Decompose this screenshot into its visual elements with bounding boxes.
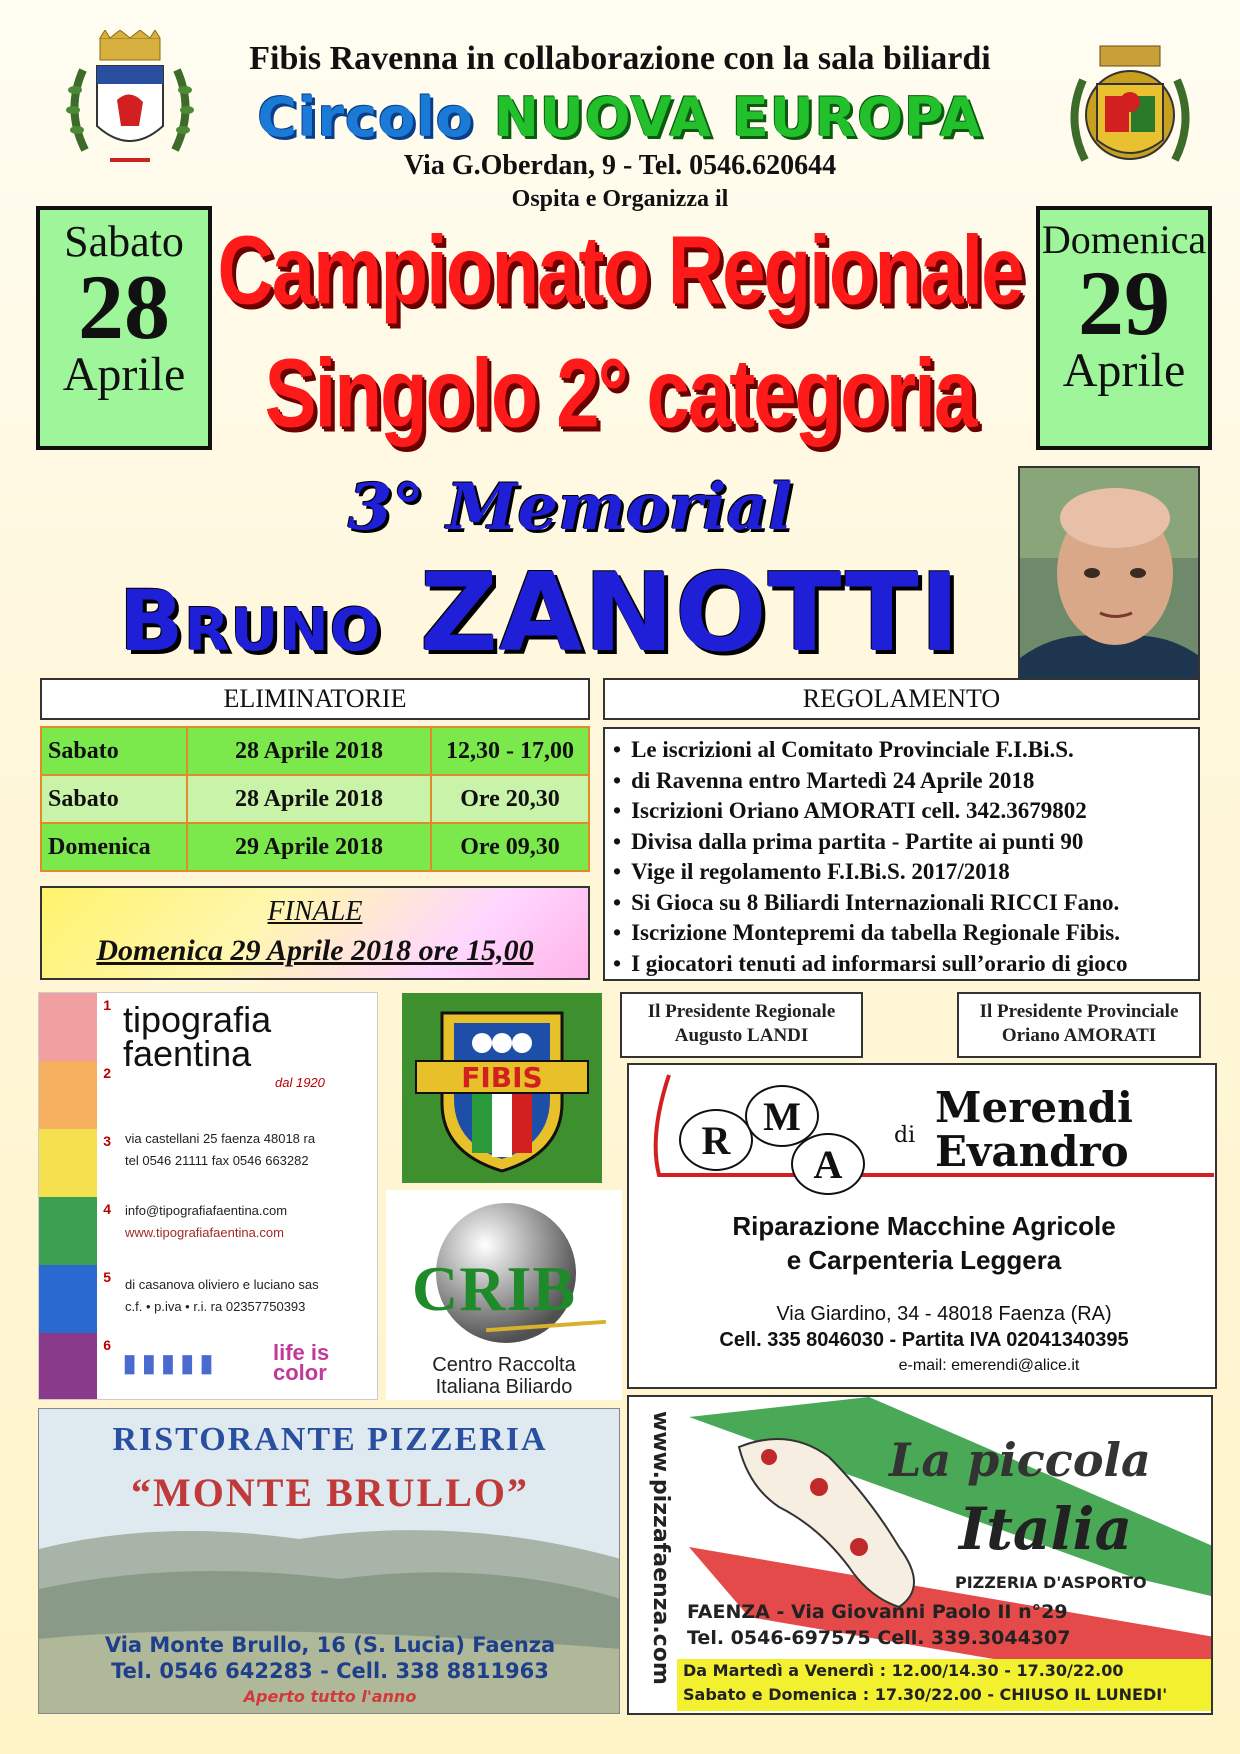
date-number: 28 <box>78 256 170 358</box>
table-row <box>41 775 589 823</box>
sponsor-piccola-italia <box>627 1395 1213 1715</box>
rma-di: di <box>894 1123 916 1148</box>
list-item: • Iscrizione Montepremi da tabella Regionale Fibis. <box>613 918 1190 949</box>
tipografia-fiscal: c.f. • p.iva • r.i. ra 02357750393 <box>125 1299 306 1314</box>
finale-title: FINALE <box>267 896 363 927</box>
monte-line1: RISTORANTE PIZZERIA <box>112 1421 548 1458</box>
regional-president-title: Il Presidente Regionale <box>647 1001 836 1022</box>
regolamento-list <box>613 735 1190 979</box>
tipografia-since: dal 1920 <box>275 1075 325 1090</box>
provincial-president-title: Il Presidente Provinciale <box>979 1001 1179 1022</box>
tipografia-email: info@tipografiafaentina.com <box>125 1203 288 1218</box>
monte-address: Via Monte Brullo, 16 (S. Lucia) Faenza <box>104 1633 556 1657</box>
rma-service2: e Carpenteria Leggera <box>786 1245 1062 1275</box>
memorial-last-name: ZANOTTI <box>419 551 961 676</box>
crib-line2: Italiana Biliardo <box>435 1376 573 1398</box>
crib-word: CRIB <box>412 1253 577 1324</box>
piccola-hours2: Sabato e Domenica : 17.30/22.00 - CHIUSO IL LUNEDI' <box>683 1685 1168 1704</box>
memorial-name <box>70 551 1010 676</box>
date-number: 29 <box>1078 252 1170 354</box>
color-strip <box>39 993 111 1400</box>
strip-number: 2 <box>103 1065 111 1081</box>
tipografia-address: via castellani 25 faenza 48018 ra <box>125 1131 316 1146</box>
tipografia-brand-line1: tipografia <box>123 999 272 1040</box>
piccola-tag: PIZZERIA D'ASPORTO <box>955 1573 1147 1592</box>
table-cell: Sabato <box>41 775 187 823</box>
table-cell: 28 Aprile 2018 <box>187 775 431 823</box>
strip-number: 6 <box>103 1337 111 1353</box>
color-swatches: ▮▮▮▮▮ <box>123 1350 220 1377</box>
piccola-url: www.pizzafaenza.com <box>648 1411 673 1685</box>
sponsor-tipografia-faentina <box>38 992 378 1400</box>
list-item: • Divisa dalla prima partita - Partite ai punti 90 <box>613 827 1190 858</box>
table-cell: Sabato <box>41 727 187 775</box>
finale-datetime: Domenica 29 Aprile 2018 ore 15,00 <box>96 934 534 967</box>
eliminatorie-table <box>40 726 590 872</box>
piccola-phones: Tel. 0546-697575 Cell. 339.3044307 <box>687 1627 1071 1649</box>
category-title: Singolo 2° categoria <box>264 337 976 448</box>
faenza-crest-icon <box>1055 40 1205 190</box>
list-item: • I giocatori tenuti ad informarsi sull’orario di gioco <box>613 949 1190 980</box>
tipografia-owner: di casanova oliviero e luciano sas <box>125 1277 319 1292</box>
provincial-president-name: Oriano AMORATI <box>1001 1025 1157 1046</box>
tipografia-web: www.tipografiafaentina.com <box>125 1225 284 1240</box>
regional-president <box>620 992 863 1058</box>
life-is-color-logo: life is color <box>273 1340 330 1385</box>
organizer-line: Fibis Ravenna in collaborazione con la sala biliardi <box>249 40 991 77</box>
memorial-title: 3° Memorial <box>347 470 793 545</box>
eliminatorie-header: ELIMINATORIE <box>40 678 590 720</box>
piccola-hours1: Da Martedì a Venerdì : 12.00/14.30 - 17.30/22.00 <box>683 1661 1124 1680</box>
table-cell: Domenica <box>41 823 187 871</box>
list-item: • Le iscrizioni al Comitato Provinciale F.I.Bi.S. <box>613 735 1190 766</box>
host-line: Ospita e Organizza il <box>511 186 729 212</box>
tipografia-phone: tel 0546 21111 fax 0546 663282 <box>125 1153 309 1168</box>
rma-name2: Evandro <box>935 1127 1129 1176</box>
date-box-saturday <box>36 206 212 450</box>
list-item: • Si Gioca su 8 Biliardi Internazionali RICCI Fano. <box>613 888 1190 919</box>
finale-box <box>40 886 590 980</box>
ravenna-crest-icon <box>55 30 205 180</box>
fibis-logo <box>402 993 602 1183</box>
list-item: • di Ravenna entro Martedì 24 Aprile 2018 <box>613 766 1190 797</box>
sponsor-monte-brullo <box>38 1408 620 1714</box>
date-month: Aprile <box>62 348 186 402</box>
portrait-photo <box>1018 466 1200 710</box>
crib-line1: Centro Raccolta <box>432 1354 576 1376</box>
rma-contact: Cell. 335 8046030 - Partita IVA 02041340395 <box>719 1329 1129 1351</box>
club-name <box>190 86 1050 149</box>
table-row <box>41 823 589 871</box>
list-item: • Iscrizioni Oriano AMORATI cell. 342.3679802 <box>613 796 1190 827</box>
club-name-part2: NUOVA EUROPA <box>493 86 983 149</box>
table-row <box>41 727 589 775</box>
club-name-part1: Circolo <box>257 86 474 149</box>
strip-number: 3 <box>103 1133 111 1149</box>
provincial-president <box>957 992 1201 1058</box>
regional-president-name: Augusto LANDI <box>674 1025 809 1046</box>
tipografia-brand-line2: faentina <box>123 1033 252 1074</box>
table-cell: 12,30 - 17,00 <box>431 727 589 775</box>
sponsor-rma-merendi <box>627 1063 1217 1389</box>
rma-service1: Riparazione Macchine Agricole <box>732 1211 1116 1241</box>
date-day: Sabato <box>64 217 184 266</box>
date-box-sunday <box>1036 206 1212 450</box>
championship-title: Campionato Regionale <box>217 214 1023 325</box>
regolamento-box <box>603 727 1200 981</box>
table-cell: 29 Aprile 2018 <box>187 823 431 871</box>
club-address: Via G.Oberdan, 9 - Tel. 0546.620644 <box>403 150 837 181</box>
piccola-address: FAENZA - Via Giovanni Paolo II n°29 <box>687 1601 1068 1623</box>
table-cell: Ore 09,30 <box>431 823 589 871</box>
piccola-name1: La piccola <box>889 1433 1151 1487</box>
date-month: Aprile <box>1062 344 1186 398</box>
strip-number: 5 <box>103 1269 111 1285</box>
monte-line2: “MONTE BRULLO” <box>130 1470 530 1515</box>
strip-number: 4 <box>103 1201 111 1217</box>
regolamento-header: REGOLAMENTO <box>603 678 1200 720</box>
table-cell: 28 Aprile 2018 <box>187 727 431 775</box>
fibis-logo-text: FIBIS <box>461 1061 543 1094</box>
memorial-first-name: Bruno <box>119 572 382 670</box>
table-cell: Ore 20,30 <box>431 775 589 823</box>
rma-email: e-mail: emerendi@alice.it <box>898 1357 1080 1374</box>
list-item: • Vige il regolamento F.I.Bi.S. 2017/2018 <box>613 857 1190 888</box>
monte-note: Aperto tutto l'anno <box>243 1687 417 1706</box>
sponsor-crib <box>386 1190 622 1400</box>
rma-letter-m: M <box>745 1085 819 1147</box>
rma-letter-a: A <box>791 1133 865 1195</box>
rma-address: Via Giardino, 34 - 48018 Faenza (RA) <box>776 1303 1112 1325</box>
tipografia-brand <box>123 999 272 1074</box>
strip-number: 1 <box>103 997 111 1013</box>
rma-letter-r: R <box>679 1109 753 1171</box>
monte-phones: Tel. 0546 642283 - Cell. 338 8811963 <box>111 1659 549 1683</box>
rma-name1: Merendi <box>935 1083 1133 1132</box>
piccola-name2: Italia <box>959 1495 1133 1563</box>
date-day: Domenica <box>1041 217 1207 262</box>
